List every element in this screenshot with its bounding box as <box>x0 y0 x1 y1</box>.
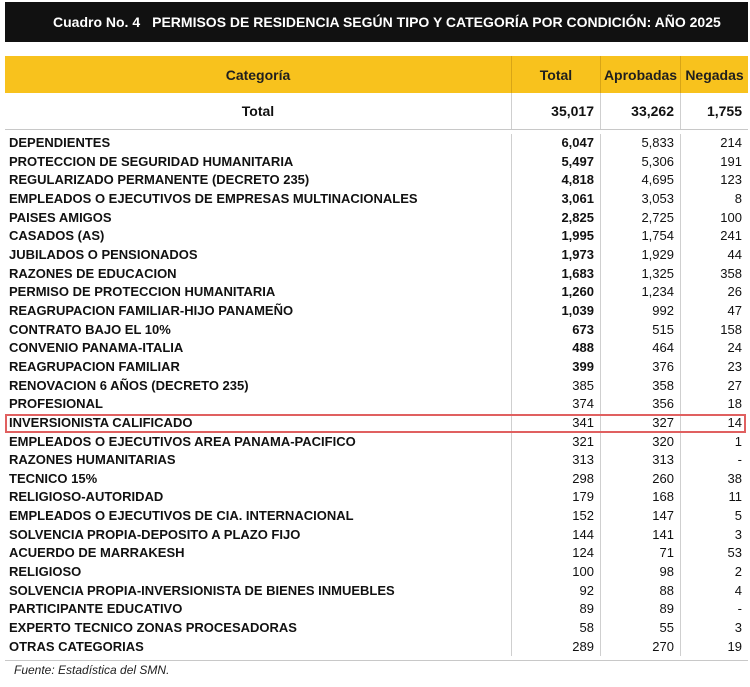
category-cell: PARTICIPANTE EDUCATIVO <box>9 601 183 617</box>
column-header-aprobadas: Aprobadas <box>600 56 680 93</box>
table-number: Cuadro No. 4 <box>53 14 141 30</box>
aprobadas-cell: 168 <box>600 488 680 507</box>
table-row <box>5 433 748 452</box>
negadas-cell: 18 <box>680 395 748 414</box>
aprobadas-cell: 515 <box>600 321 680 340</box>
category-cell: EMPLEADOS O EJECUTIVOS DE EMPRESAS MULTINACIONALES <box>9 190 418 206</box>
aprobadas-cell: 327 <box>600 414 680 433</box>
category-cell: SOLVENCIA PROPIA-INVERSIONISTA DE BIENES INMUEBLES <box>9 582 395 598</box>
negadas-cell: 2 <box>680 563 748 582</box>
category-cell: REGULARIZADO PERMANENTE (DECRETO 235) <box>9 172 310 188</box>
table-title: PERMISOS DE RESIDENCIA SEGÚN TIPO Y CATEGORÍA POR CONDICIÓN: AÑO 2025 <box>152 14 721 30</box>
negadas-cell: 11 <box>680 488 748 507</box>
aprobadas-cell: 55 <box>600 619 680 638</box>
negadas-cell: 53 <box>680 544 748 563</box>
aprobadas-cell: 1,929 <box>600 246 680 265</box>
category-cell: RELIGIOSO-AUTORIDAD <box>9 489 164 505</box>
aprobadas-cell: 1,754 <box>600 227 680 246</box>
category-cell: ACUERDO DE MARRAKESH <box>9 545 185 561</box>
category-cell: REAGRUPACION FAMILIAR-HIJO PANAMEÑO <box>9 302 294 318</box>
aprobadas-cell: 313 <box>600 451 680 470</box>
table-row <box>5 507 748 526</box>
total-cell: 144 <box>511 526 600 545</box>
total-cell: 1,995 <box>511 227 600 246</box>
total-label: Total <box>241 103 275 119</box>
table-row <box>5 451 748 470</box>
total-cell: 100 <box>511 563 600 582</box>
aprobadas-cell: 376 <box>600 358 680 377</box>
data-table <box>5 56 748 656</box>
total-row <box>5 93 748 130</box>
total-cell: 313 <box>511 451 600 470</box>
negadas-cell: 158 <box>680 321 748 340</box>
aprobadas-cell: 5,306 <box>600 153 680 172</box>
negadas-cell: 23 <box>680 358 748 377</box>
category-cell: EXPERTO TECNICO ZONAS PROCESADORAS <box>9 620 297 636</box>
negadas-cell: 358 <box>680 265 748 284</box>
category-cell: RAZONES HUMANITARIAS <box>9 452 176 468</box>
negadas-cell: 5 <box>680 507 748 526</box>
negadas-cell: 14 <box>680 414 748 433</box>
negadas-cell: 3 <box>680 526 748 545</box>
total-cell: 5,497 <box>511 153 600 172</box>
table-row <box>5 190 748 209</box>
column-header-categoria: Categoría <box>225 66 291 83</box>
negadas-cell: 19 <box>680 638 748 657</box>
table-body <box>5 130 748 656</box>
aprobadas-cell: 260 <box>600 470 680 489</box>
aprobadas-cell: 89 <box>600 600 680 619</box>
category-cell: CASADOS (AS) <box>9 228 105 244</box>
negadas-cell: - <box>680 451 748 470</box>
category-cell: SOLVENCIA PROPIA-DEPOSITO A PLAZO FIJO <box>9 526 301 542</box>
table-row <box>5 619 748 638</box>
total-cell: 58 <box>511 619 600 638</box>
negadas-cell: 214 <box>680 134 748 153</box>
negadas-cell: 27 <box>680 377 748 396</box>
aprobadas-cell: 88 <box>600 582 680 601</box>
negadas-cell: 100 <box>680 209 748 228</box>
column-header-negadas: Negadas <box>680 56 748 93</box>
total-cell: 2,825 <box>511 209 600 228</box>
category-cell: EMPLEADOS O EJECUTIVOS DE CIA. INTERNACIONAL <box>9 508 354 524</box>
table-bottom-rule <box>5 660 748 661</box>
total-cell: 341 <box>511 414 600 433</box>
total-total: 35,017 <box>511 93 600 129</box>
category-cell: EMPLEADOS O EJECUTIVOS AREA PANAMA-PACIFICO <box>9 433 356 449</box>
total-cell: 152 <box>511 507 600 526</box>
table-title-bar <box>5 2 748 42</box>
negadas-cell: 191 <box>680 153 748 172</box>
negadas-cell: 241 <box>680 227 748 246</box>
category-cell: RAZONES DE EDUCACION <box>9 265 177 281</box>
total-cell: 4,818 <box>511 171 600 190</box>
table-row <box>5 414 748 433</box>
category-cell: INVERSIONISTA CALIFICADO <box>9 414 193 430</box>
aprobadas-cell: 1,325 <box>600 265 680 284</box>
total-aprobadas: 33,262 <box>600 93 680 129</box>
table-header <box>5 56 748 93</box>
aprobadas-cell: 4,695 <box>600 171 680 190</box>
table-row <box>5 246 748 265</box>
total-cell: 1,260 <box>511 283 600 302</box>
table-row <box>5 395 748 414</box>
total-cell: 3,061 <box>511 190 600 209</box>
category-cell: PERMISO DE PROTECCION HUMANITARIA <box>9 284 276 300</box>
total-cell: 89 <box>511 600 600 619</box>
category-cell: CONTRATO BAJO EL 10% <box>9 321 171 337</box>
negadas-cell: 8 <box>680 190 748 209</box>
negadas-cell: 1 <box>680 433 748 452</box>
negadas-cell: 44 <box>680 246 748 265</box>
source-note: Fuente: Estadística del SMN. <box>14 663 170 677</box>
aprobadas-cell: 3,053 <box>600 190 680 209</box>
aprobadas-cell: 98 <box>600 563 680 582</box>
total-cell: 385 <box>511 377 600 396</box>
table-row <box>5 470 748 489</box>
negadas-cell: 47 <box>680 302 748 321</box>
total-cell: 1,683 <box>511 265 600 284</box>
table-row <box>5 582 748 601</box>
total-cell: 488 <box>511 339 600 358</box>
aprobadas-cell: 320 <box>600 433 680 452</box>
total-cell: 289 <box>511 638 600 657</box>
total-cell: 374 <box>511 395 600 414</box>
category-cell: TECNICO 15% <box>9 470 98 486</box>
total-cell: 399 <box>511 358 600 377</box>
table-row <box>5 209 748 228</box>
negadas-cell: - <box>680 600 748 619</box>
category-cell: PROFESIONAL <box>9 396 103 412</box>
category-cell: JUBILADOS O PENSIONADOS <box>9 246 198 262</box>
negadas-cell: 26 <box>680 283 748 302</box>
table-row <box>5 488 748 507</box>
table-row <box>5 563 748 582</box>
total-cell: 92 <box>511 582 600 601</box>
negadas-cell: 24 <box>680 339 748 358</box>
total-cell: 6,047 <box>511 134 600 153</box>
aprobadas-cell: 71 <box>600 544 680 563</box>
table-row <box>5 339 748 358</box>
total-cell: 179 <box>511 488 600 507</box>
negadas-cell: 3 <box>680 619 748 638</box>
total-cell: 1,039 <box>511 302 600 321</box>
aprobadas-cell: 141 <box>600 526 680 545</box>
table-row <box>5 302 748 321</box>
category-cell: CONVENIO PANAMA-ITALIA <box>9 340 184 356</box>
category-cell: RENOVACION 6 AÑOS (DECRETO 235) <box>9 377 249 393</box>
aprobadas-cell: 2,725 <box>600 209 680 228</box>
table-row <box>5 153 748 172</box>
aprobadas-cell: 358 <box>600 377 680 396</box>
total-negadas: 1,755 <box>680 93 748 129</box>
table-row <box>5 638 748 657</box>
total-cell: 673 <box>511 321 600 340</box>
aprobadas-cell: 464 <box>600 339 680 358</box>
table-row <box>5 265 748 284</box>
table-row <box>5 358 748 377</box>
table-row <box>5 227 748 246</box>
category-cell: PAISES AMIGOS <box>9 209 112 225</box>
table-row <box>5 171 748 190</box>
category-cell: DEPENDIENTES <box>9 135 111 150</box>
table-row <box>5 600 748 619</box>
total-cell: 298 <box>511 470 600 489</box>
table-row <box>5 321 748 340</box>
table-row <box>5 283 748 302</box>
negadas-cell: 123 <box>680 171 748 190</box>
aprobadas-cell: 5,833 <box>600 134 680 153</box>
category-cell: REAGRUPACION FAMILIAR <box>9 358 180 374</box>
aprobadas-cell: 992 <box>600 302 680 321</box>
table-row <box>5 544 748 563</box>
category-cell: RELIGIOSO <box>9 564 82 580</box>
negadas-cell: 38 <box>680 470 748 489</box>
total-cell: 124 <box>511 544 600 563</box>
table-row <box>5 134 748 153</box>
aprobadas-cell: 270 <box>600 638 680 657</box>
table-row <box>5 377 748 396</box>
column-header-total: Total <box>511 56 600 93</box>
total-cell: 1,973 <box>511 246 600 265</box>
category-cell: OTRAS CATEGORIAS <box>9 638 144 654</box>
table-row <box>5 526 748 545</box>
aprobadas-cell: 147 <box>600 507 680 526</box>
aprobadas-cell: 356 <box>600 395 680 414</box>
total-cell: 321 <box>511 433 600 452</box>
aprobadas-cell: 1,234 <box>600 283 680 302</box>
negadas-cell: 4 <box>680 582 748 601</box>
category-cell: PROTECCION DE SEGURIDAD HUMANITARIA <box>9 153 294 169</box>
